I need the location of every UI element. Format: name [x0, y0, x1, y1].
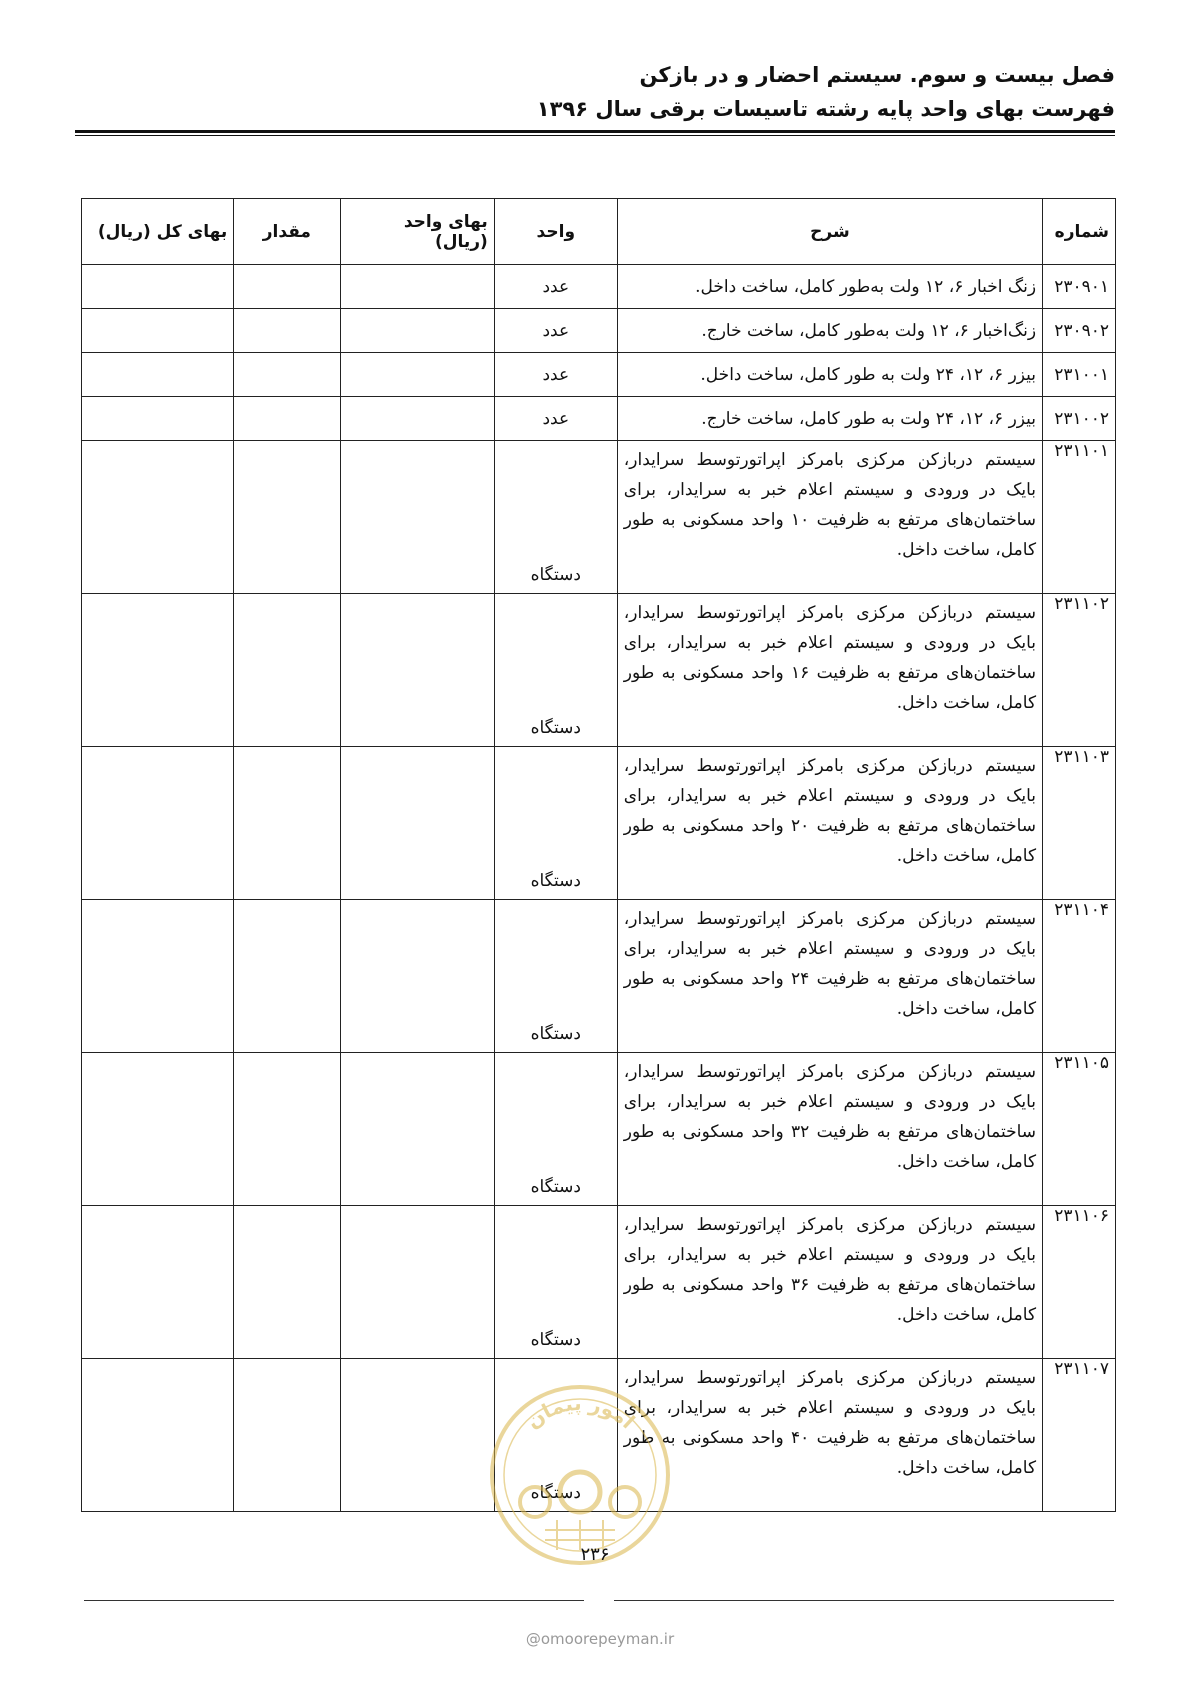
price-table: [81, 198, 1116, 1512]
item-unit-price: [340, 1053, 494, 1206]
item-unit: دستگاه: [494, 747, 617, 900]
item-total-price: [82, 1359, 234, 1512]
page-number: ۲۳۶: [580, 1544, 610, 1565]
item-description: سیستم دربازکن مرکزی بامرکز اپراتورتوسط سرایدار، بایک در ورودی و سیستم اعلام خبر به سرایدار، برای ساختمان‌های مرتفع به ظرفیت ۱۰ واحد مسکونی به طور کامل، ساخت داخل.: [617, 441, 1042, 594]
item-description: سیستم دربازکن مرکزی بامرکز اپراتورتوسط سرایدار، بایک در ورودی و سیستم اعلام خبر به سرایدار، برای ساختمان‌های مرتفع به ظرفیت ۳۲ واحد مسکونی به طور کامل، ساخت داخل.: [617, 1053, 1042, 1206]
table-header-row: [82, 199, 1116, 265]
item-unit-price: [340, 441, 494, 594]
item-number: ۲۳۱۱۰۳: [1043, 747, 1116, 900]
chapter-title: فصل بیست و سوم. سیستم احضار و در بازکن: [639, 63, 1115, 87]
item-description: بیزر ۶، ۱۲، ۲۴ ولت به طور کامل، ساخت داخل.: [617, 353, 1042, 397]
item-unit: عدد: [494, 353, 617, 397]
item-description: بیزر ۶، ۱۲، ۲۴ ولت به طور کامل، ساخت خارج.: [617, 397, 1042, 441]
column-header-quantity: مقدار: [234, 199, 340, 265]
item-unit: دستگاه: [494, 1053, 617, 1206]
document-title: فهرست بهای واحد پایه رشته تاسیسات برقی سال ۱۳۹۶: [536, 97, 1115, 121]
item-unit: دستگاه: [494, 1206, 617, 1359]
item-description: سیستم دربازکن مرکزی بامرکز اپراتورتوسط سرایدار، بایک در ورودی و سیستم اعلام خبر به سرایدار، برای ساختمان‌های مرتفع به ظرفیت ۲۰ واحد مسکونی به طور کامل، ساخت داخل.: [617, 747, 1042, 900]
item-total-price: [82, 397, 234, 441]
item-unit: عدد: [494, 397, 617, 441]
item-unit: دستگاه: [494, 594, 617, 747]
item-total-price: [82, 1053, 234, 1206]
item-number: ۲۳۱۰۰۱: [1043, 353, 1116, 397]
table-row: [82, 265, 1116, 309]
item-total-price: [82, 309, 234, 353]
item-number: ۲۳۱۱۰۴: [1043, 900, 1116, 1053]
item-unit: دستگاه: [494, 900, 617, 1053]
item-number: ۲۳۰۹۰۲: [1043, 309, 1116, 353]
item-quantity: [234, 1053, 340, 1206]
item-quantity: [234, 353, 340, 397]
footer-rule-left: [84, 1600, 584, 1601]
item-description: سیستم دربازکن مرکزی بامرکز اپراتورتوسط سرایدار، بایک در ورودی و سیستم اعلام خبر به سرایدار، برای ساختمان‌های مرتفع به ظرفیت ۲۴ واحد مسکونی به طور کامل، ساخت داخل.: [617, 900, 1042, 1053]
table-row: [82, 1053, 1116, 1206]
item-description: سیستم دربازکن مرکزی بامرکز اپراتورتوسط سرایدار، بایک در ورودی و سیستم اعلام خبر به سرایدار، برای ساختمان‌های مرتفع به ظرفیت ۳۶ واحد مسکونی به طور کامل، ساخت داخل.: [617, 1206, 1042, 1359]
table-row: [82, 1206, 1116, 1359]
item-quantity: [234, 1359, 340, 1512]
column-header-total-price: بهای کل (ریال): [82, 199, 234, 265]
column-header-unit-price: بهای واحد (ریال): [340, 199, 494, 265]
table-row: [82, 900, 1116, 1053]
item-quantity: [234, 747, 340, 900]
item-number: ۲۳۰۹۰۱: [1043, 265, 1116, 309]
item-description: سیستم دربازکن مرکزی بامرکز اپراتورتوسط سرایدار، بایک در ورودی و سیستم اعلام خبر به سرایدار، برای ساختمان‌های مرتفع به ظرفیت ۴۰ واحد مسکونی به طور کامل، ساخت داخل.: [617, 1359, 1042, 1512]
item-unit: عدد: [494, 265, 617, 309]
item-description: زنگ اخبار ۶، ۱۲ ولت به‌طور کامل، ساخت داخل.: [617, 265, 1042, 309]
table-row: [82, 353, 1116, 397]
item-quantity: [234, 441, 340, 594]
footer-rule-right: [614, 1600, 1114, 1601]
item-total-price: [82, 265, 234, 309]
table-row: [82, 441, 1116, 594]
item-quantity: [234, 900, 340, 1053]
item-unit-price: [340, 265, 494, 309]
header-rule-thick: [75, 130, 1115, 133]
item-unit: عدد: [494, 309, 617, 353]
item-unit-price: [340, 1359, 494, 1512]
column-header-unit: واحد: [494, 199, 617, 265]
item-quantity: [234, 309, 340, 353]
table-row: [82, 309, 1116, 353]
item-unit-price: [340, 594, 494, 747]
item-unit-price: [340, 309, 494, 353]
item-number: ۲۳۱۱۰۲: [1043, 594, 1116, 747]
item-number: ۲۳۱۰۰۲: [1043, 397, 1116, 441]
website-watermark: @omoorepeyman.ir: [525, 1630, 675, 1648]
item-unit-price: [340, 397, 494, 441]
item-quantity: [234, 1206, 340, 1359]
page-header: [76, 58, 1115, 126]
item-unit-price: [340, 1206, 494, 1359]
item-total-price: [82, 441, 234, 594]
item-number: ۲۳۱۱۰۶: [1043, 1206, 1116, 1359]
item-number: ۲۳۱۱۰۱: [1043, 441, 1116, 594]
item-number: ۲۳۱۱۰۵: [1043, 1053, 1116, 1206]
item-quantity: [234, 397, 340, 441]
item-quantity: [234, 594, 340, 747]
column-header-number: شماره: [1043, 199, 1116, 265]
item-description: سیستم دربازکن مرکزی بامرکز اپراتورتوسط سرایدار، بایک در ورودی و سیستم اعلام خبر به سرایدار، برای ساختمان‌های مرتفع به ظرفیت ۱۶ واحد مسکونی به طور کامل، ساخت داخل.: [617, 594, 1042, 747]
item-total-price: [82, 353, 234, 397]
watermark-logo: [485, 1380, 675, 1570]
item-total-price: [82, 1206, 234, 1359]
item-unit-price: [340, 353, 494, 397]
item-description: زنگ‌اخبار ۶، ۱۲ ولت به‌طور کامل، ساخت خارج.: [617, 309, 1042, 353]
column-header-description: شرح: [617, 199, 1042, 265]
svg-text:امور پیمان: امور پیمان: [521, 1390, 640, 1434]
header-rule-thin: [75, 135, 1115, 136]
item-total-price: [82, 594, 234, 747]
item-total-price: [82, 747, 234, 900]
item-unit-price: [340, 747, 494, 900]
table-row: [82, 594, 1116, 747]
item-total-price: [82, 900, 234, 1053]
item-unit-price: [340, 900, 494, 1053]
item-quantity: [234, 265, 340, 309]
item-number: ۲۳۱۱۰۷: [1043, 1359, 1116, 1512]
table-row: [82, 747, 1116, 900]
item-unit: دستگاه: [494, 1359, 617, 1512]
table-row: [82, 397, 1116, 441]
item-unit: دستگاه: [494, 441, 617, 594]
